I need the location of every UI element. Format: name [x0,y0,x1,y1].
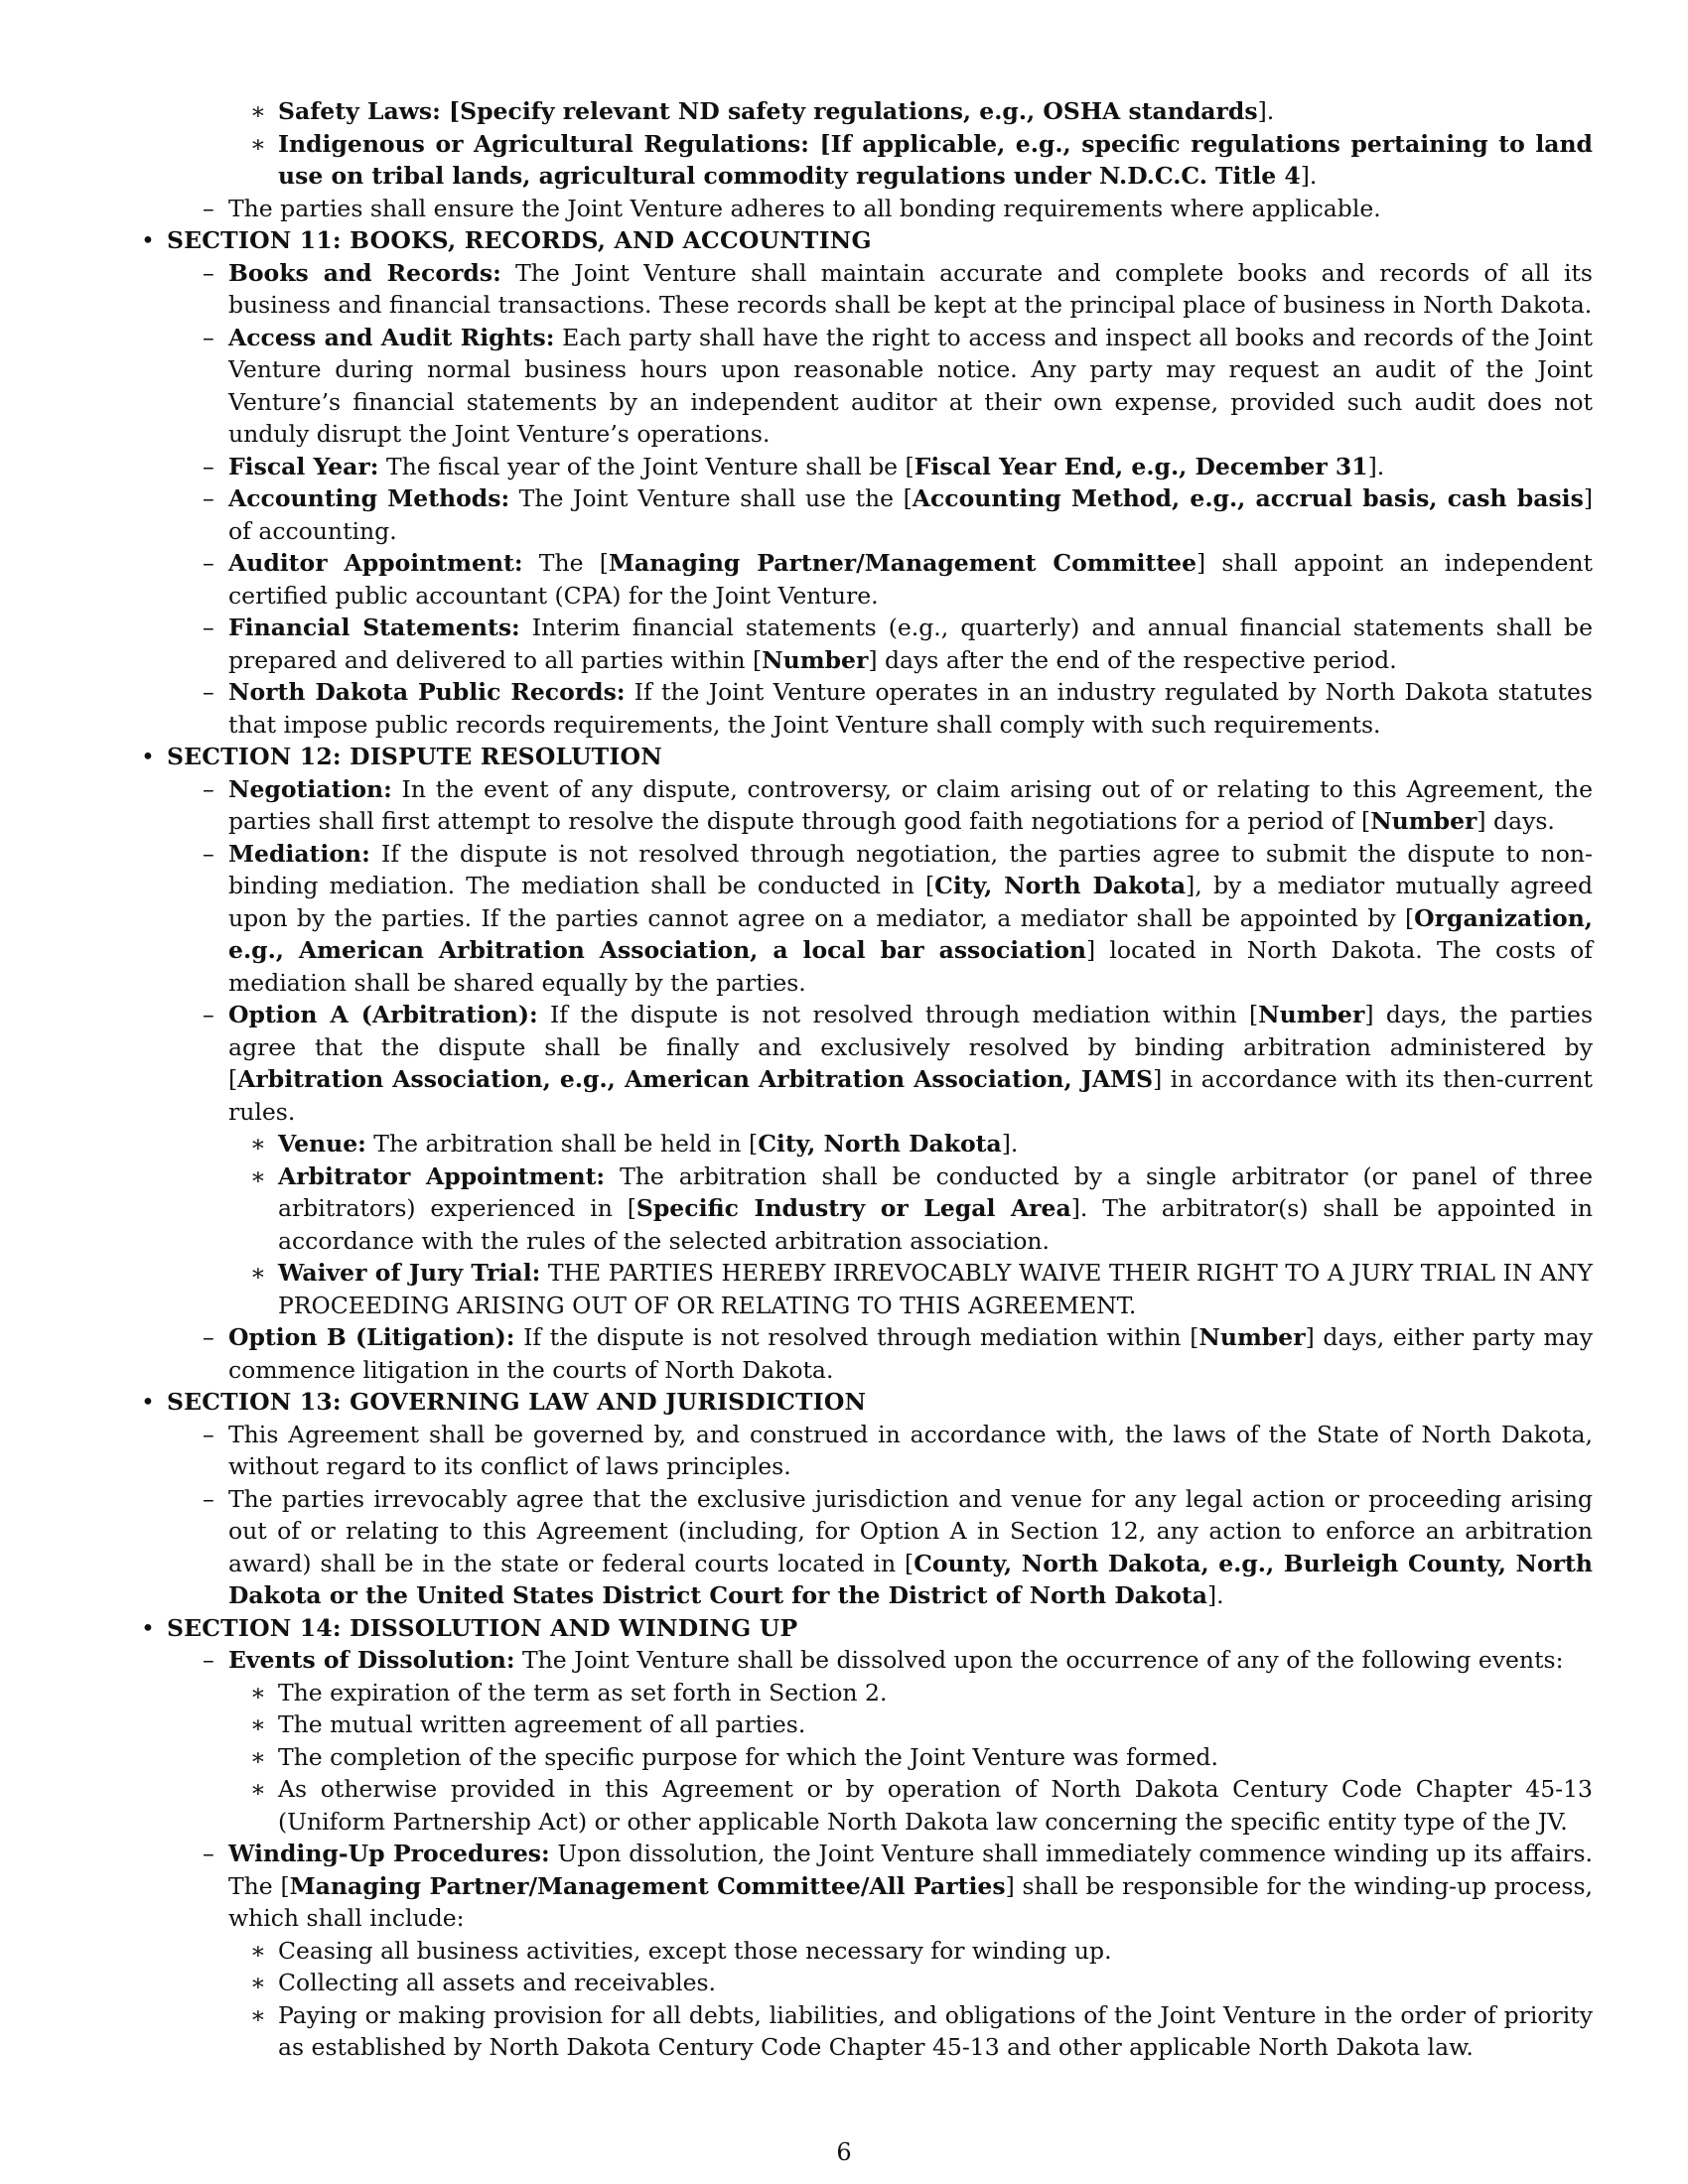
placeholder-text: Number [762,645,869,674]
placeholder-text: Number [1258,1001,1365,1028]
dash-marker: – [203,194,214,222]
list-item [250,1935,1593,1968]
dash-marker: – [203,1840,214,1867]
placeholder-text: Arbitration Association, e.g., American Arbitration Association, JAMS [237,1065,1154,1093]
item-label: Arbitrator Appointment: [278,1161,606,1190]
list-item [250,1677,1593,1709]
list-item-jurisdiction [203,1483,1593,1612]
dash-marker: – [203,1484,214,1513]
item-text: Ceasing all business activities, except those necessary for winding up. [278,1936,1112,1965]
item-text: ] shall appoint an independent certified public accountant (CPA) for the Joint Venture. [228,549,1593,610]
item-text: The arbitration shall be conducted by a single arbitrator (or panel of three arbitrators) experienced in [ [278,1161,1593,1222]
asterisk-marker: ∗ [250,1969,266,1996]
list-item-accounting-methods [203,482,1594,547]
item-text: The expiration of the term as set forth in Section 2. [278,1678,888,1706]
item-label: Financial Statements: [228,614,520,641]
item-text: Each party shall have the right to access and inspect all books and records of the Joint Venture during normal business hours upon reasonable notice. Any party may request an audit of the Joint Venture’s financial statements by an independent auditor at their own expense, provided such audit does not unduly disrupt the Joint Venture’s operations. [228,323,1593,448]
dash-marker: – [203,323,214,351]
item-text: The Joint Venture shall be dissolved upon the occurrence of any of the following events: [514,1646,1564,1674]
item-text: The arbitration shall be held in [ [365,1130,759,1158]
section-12 [141,741,1594,1386]
item-label: Indigenous or Agricultural Regulations: [278,129,809,158]
item-text: If the dispute is not resolved through mediation within [ [537,1001,1259,1028]
section-13-items [203,1419,1593,1612]
bullet-marker: • [141,1388,155,1416]
item-text: ] days, either party may commence litigation in the courts of North Dakota. [228,1323,1593,1384]
item-text: ]. [1001,1130,1019,1158]
list-item-winding-up [203,1838,1593,2064]
dash-marker: – [203,614,214,641]
item-text: The mutual written agreement of all parties. [278,1710,806,1738]
page-number: 6 [836,2138,852,2166]
item-text: As otherwise provided in this Agreement or by operation of North Dakota Century Code Chapter 45-13 (Uniform Partnership Act) or other applicable North Dakota law concerning the specific entity type of the JV. [278,1775,1593,1836]
asterisk-marker: ∗ [250,1678,266,1706]
placeholder-text: Specify relevant ND safety regulations, e.g., OSHA standards [460,97,1258,125]
dash-marker: – [203,258,214,287]
item-text: The [ [522,549,609,577]
section-14 [141,1612,1593,2064]
list-item-events-of-dissolution [203,1644,1593,1838]
item-text: ] located in North Dakota. The costs of mediation shall be shared equally by the parties. [228,936,1593,997]
item-label: Venue: [278,1130,366,1158]
item-text: The Joint Venture shall use the [ [509,484,913,512]
placeholder-text: If applicable, e.g., specific regulations pertaining to land use on tribal lands, agricultural commodity regulations under N.D.C.C. Title 4 [278,129,1593,190]
placeholder-text: Specific Industry or Legal Area [635,1194,1071,1222]
item-label: Option B (Litigation): [228,1323,515,1351]
list-item-venue [250,1128,1593,1160]
dash-marker: – [203,549,214,577]
item-text: The Joint Venture shall maintain accurate and complete books and records of all its business and financial transactions. These records shall be kept at the principal place of business in North Dakota. [228,258,1593,319]
asterisk-marker: ∗ [250,1936,266,1965]
asterisk-marker: ∗ [250,1130,266,1158]
bullet-marker: • [141,743,155,770]
item-label: Books and Records: [228,258,501,287]
page-content [141,95,1594,2064]
list-item-fiscal-year [203,451,1593,483]
list-item-option-b-litigation [203,1321,1593,1386]
item-text: Paying or making provision for all debts, liabilities, and obligations of the Joint Venture in the order of priority as established by North Dakota Century Code Chapter 45-13 and other applicable North Dakota law. [278,2000,1593,2061]
list-item [250,1708,1593,1741]
item-text: If the dispute is not resolved through negotiation, the parties agree to submit the dispute to non-binding mediation. The mediation shall be conducted in [ [228,839,1593,899]
list-item-negotiation [203,773,1593,838]
item-text: If the dispute is not resolved through mediation within [ [514,1323,1199,1351]
list-item-safety-laws [250,95,1593,128]
section-11-items [203,257,1594,742]
list-item-indigenous-regulations [250,128,1593,193]
asterisk-marker: ∗ [250,97,266,125]
dash-marker: – [203,484,214,512]
placeholder-text: Number [1198,1323,1306,1351]
list-item-access-audit [203,322,1593,451]
list-item [250,1773,1593,1838]
item-text: Collecting all assets and receivables. [278,1969,717,1996]
section-12-items [203,773,1594,1387]
section-title: SECTION 12: DISPUTE RESOLUTION [167,743,662,770]
asterisk-marker: ∗ [250,2000,266,2029]
asterisk-marker: ∗ [250,1742,266,1771]
item-label: Mediation: [228,839,370,868]
placeholder-text: Managing Partner/Management Committee/All Parties [289,1871,1006,1900]
sections-list [141,224,1594,2064]
item-text: ]. [1367,452,1385,480]
dash-marker: – [203,1646,214,1674]
dash-marker: – [203,678,214,706]
list-item-arbitrator-appointment [250,1160,1593,1258]
item-label: Accounting Methods: [228,484,510,512]
list-item-books-records [203,257,1593,322]
item-label: Negotiation: [228,774,392,803]
placeholder-text: Fiscal Year End, e.g., December 31 [914,452,1368,480]
placeholder-text: City, North Dakota [758,1130,1002,1158]
asterisk-marker: ∗ [250,1775,266,1803]
arbitration-sublist [250,1128,1593,1321]
item-text: Interim financial statements (e.g., quarterly) and annual financial statements shall be prepared and delivered to all parties within [ [228,614,1593,674]
section-13 [141,1386,1593,1612]
item-text: THE PARTIES HEREBY IRREVOCABLY WAIVE THEIR RIGHT TO A JURY TRIAL IN ANY PROCEEDING ARISING OUT OF OR RELATING TO THIS AGREEMENT. [278,1259,1593,1319]
bullet-marker: • [141,226,155,254]
item-label: Access and Audit Rights: [228,323,555,351]
item-text: ]. The arbitrator(s) shall be appointed in accordance with the rules of the selected arbitration association. [278,1194,1593,1255]
list-item-auditor-appointment [203,547,1593,612]
placeholder-text: City, North Dakota [934,872,1187,899]
list-item-jury-waiver [250,1257,1593,1321]
section-title: SECTION 13: GOVERNING LAW AND JURISDICTION [167,1388,867,1416]
item-label: Safety Laws: [278,97,441,125]
dash-marker: – [203,1420,214,1448]
list-item-nd-public-records [203,676,1593,741]
section-title: SECTION 14: DISSOLUTION AND WINDING UP [167,1613,798,1642]
list-item [250,1967,1593,1999]
dash-marker: – [203,1001,214,1028]
asterisk-marker: ∗ [250,129,266,158]
placeholder-text: Accounting Method, e.g., accrual basis, cash basis [912,484,1584,512]
asterisk-marker: ∗ [250,1161,266,1190]
list-item-bonding [203,193,1593,225]
section-11 [141,224,1594,741]
item-label: Fiscal Year: [228,452,379,480]
item-text: The parties irrevocably agree that the exclusive jurisdiction and venue for any legal action or proceeding arising out of or relating to this Agreement (including, for Option A in Section 12, any action to enforce an arbitration award) shall be in the state or federal courts located in [ [228,1484,1593,1577]
list-item-mediation [203,838,1594,1000]
item-text: This Agreement shall be governed by, and construed in accordance with, the laws of the State of North Dakota, without regard to its conflict of laws principles. [228,1420,1593,1480]
item-text: ] of accounting. [228,484,1594,545]
placeholder-text: Organization, e.g., American Arbitration Association, a local bar association [228,903,1593,964]
item-text: In the event of any dispute, controversy, or claim arising out of or relating to this Agreement, the parties shall first attempt to resolve the dispute through good faith negotiations for a period of [ [228,774,1593,835]
item-text: ] days. [1477,807,1555,835]
dash-marker: – [203,1323,214,1351]
regulations-sublist [250,95,1593,193]
item-text: [ [808,129,831,158]
item-text: ] days, the parties agree that the dispute shall be finally and exclusively resolved by binding arbitration administered by [ [228,1001,1594,1093]
item-text: The fiscal year of the Joint Venture shall be [ [378,452,914,480]
item-text: ]. [1207,1581,1224,1609]
item-text: ], by a mediator mutually agreed upon by the parties. If the parties cannot agree on a mediator, a mediator shall be appointed by [ [228,872,1594,932]
item-text: The completion of the specific purpose for which the Joint Venture was formed. [278,1742,1218,1771]
dissolution-events-sublist [250,1677,1593,1839]
list-item-option-a-arbitration [203,999,1594,1321]
item-label: Winding-Up Procedures: [228,1840,550,1867]
asterisk-marker: ∗ [250,1710,266,1738]
item-text: Upon dissolution, the Joint Venture shall immediately commence winding up its affairs. The [ [228,1840,1593,1900]
placeholder-text: Number [1370,807,1477,835]
dash-marker: – [203,839,214,868]
dash-marker: – [203,774,214,803]
list-item [250,1999,1593,2064]
list-item-governing-law [203,1419,1593,1483]
item-text: ] shall be responsible for the winding-up process, which shall include: [228,1871,1593,1932]
section-10-continuation [203,95,1593,224]
list-item-financial-statements [203,612,1593,676]
item-label: North Dakota Public Records: [228,678,626,706]
item-text: ]. [1300,162,1318,190]
placeholder-text: County, North Dakota, e.g., Burleigh County, North Dakota or the United States District Court for the District of North Dakota [228,1549,1593,1609]
item-label: Waiver of Jury Trial: [278,1259,541,1287]
asterisk-marker: ∗ [250,1259,266,1287]
item-label: Events of Dissolution: [228,1646,515,1674]
placeholder-text: Managing Partner/Management Committee [608,549,1197,577]
item-text: ]. [1257,97,1275,125]
item-text: [ [440,97,461,125]
item-text: ] days after the end of the respective period. [868,645,1397,674]
section-14-items [203,1644,1593,2064]
item-label: Option A (Arbitration): [228,1001,538,1028]
item-label: Auditor Appointment: [228,549,523,577]
item-text: The parties shall ensure the Joint Venture adheres to all bonding requirements where applicable. [228,194,1381,222]
item-text: If the Joint Venture operates in an industry regulated by North Dakota statutes that impose public records requirements, the Joint Venture shall comply with such requirements. [228,678,1593,739]
list-item [228,95,1593,193]
bullet-marker: • [141,1613,155,1642]
winding-up-steps-sublist [250,1935,1593,2064]
dash-marker: – [203,452,214,480]
list-item [250,1741,1593,1774]
item-text: ] in accordance with its then-current rules. [228,1065,1593,1126]
section-title: SECTION 11: BOOKS, RECORDS, AND ACCOUNTING [167,226,872,254]
